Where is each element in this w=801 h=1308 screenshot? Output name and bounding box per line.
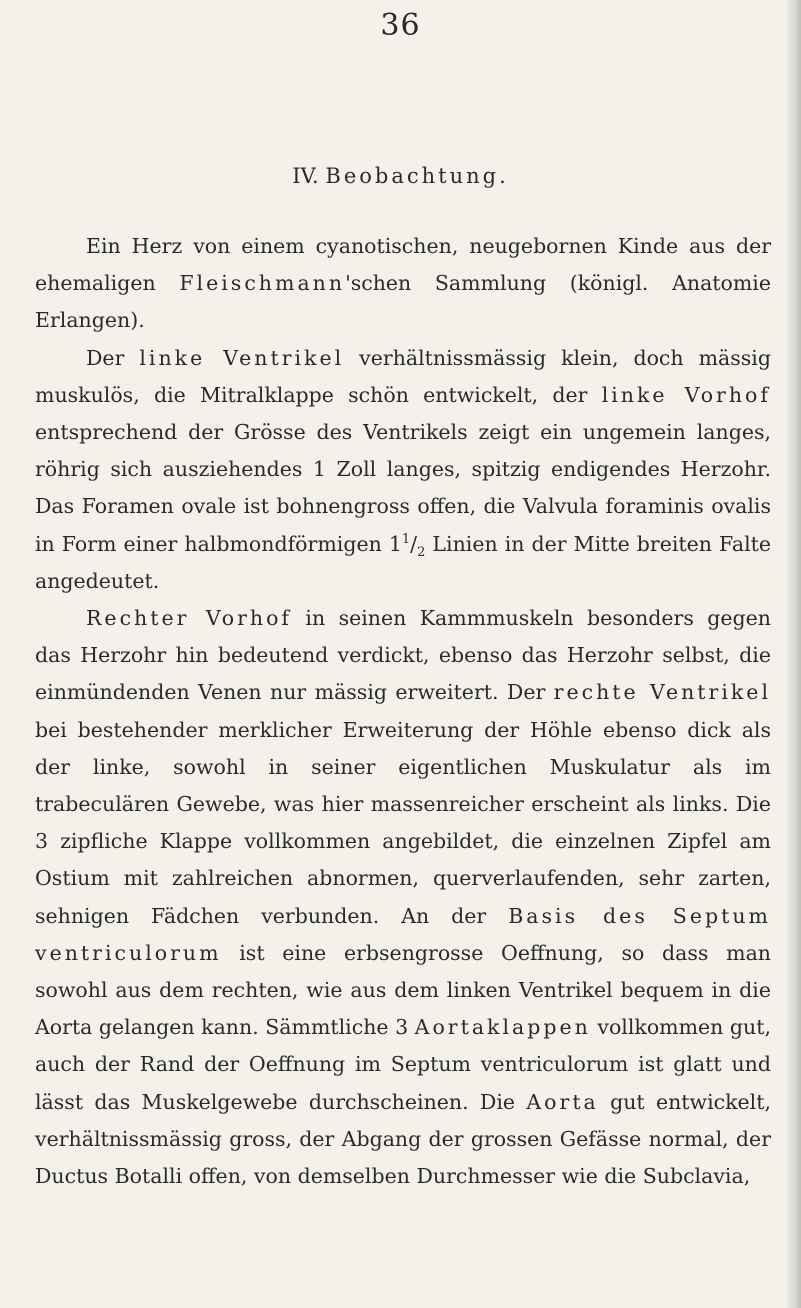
p3-text-2: bei bestehender merklicher Erweiterung der Höhle ebenso dick als der linke, sowohl in seiner eigentlichen Muskulatur als im trabeculären Gewebe, was hier massenreicher erscheint als links. Die 3 zipfliche Klappe vollkommen angebildet, die einzelnen Zipfel am Ostium mit zahlreichen abnormen, querverlaufenden, sehr zarten, sehnigen Fädchen verbunden. An der [35, 717, 771, 928]
section-heading-text: Beobachtung. [325, 164, 509, 188]
p3-text-1: in seinen Kammmuskeln besonders gegen das Herzohr hin bedeutend verdickt, ebenso das Herzohr selbst, die einmündenden Venen nur mässig erweitert. Der [35, 606, 771, 705]
fraction-denominator: 2 [417, 544, 426, 560]
p3-spaced-4: Aortaklappen [414, 1015, 591, 1040]
p2-text-1: verhältnissmässig klein, doch mässig muskulös, die Mitralklappe schön entwickelt, der [35, 345, 771, 407]
paragraph-1 [35, 228, 771, 340]
p2-text-2: entsprechend der Grösse des Ventrikels zeigt ein ungemein langes, röhrig sich ausziehendes 1 Zoll langes, spitzig endigendes Herzohr. Das Foramen ovale ist bohnengross offen, die Valvula foraminis ovalis in Form einer halbmondförmigen [35, 420, 771, 556]
p3-spaced-5: Aorta [526, 1089, 599, 1114]
p1-spaced-name: Fleischmann [179, 271, 346, 296]
p2-text-3: Linien in der Mitte breiten Falte angedeutet. [35, 531, 771, 593]
fraction-whole: 1 [388, 531, 402, 556]
fraction [388, 531, 426, 560]
p3-spaced-2: rechte Ventrikel [553, 680, 771, 705]
p3-text-3: ist eine erbsengrosse Oeffnung, so dass man sowohl aus dem rechten, wie aus dem linken Ventrikel bequem in die Aorta gelangen kann. Sämmtliche 3 [35, 940, 771, 1040]
paragraph-2 [35, 340, 771, 600]
section-heading [0, 164, 801, 188]
p3-text-5: gut entwickelt, verhältnissmässig gross, der Abgang der grossen Gefässe normal, der Ductus Botalli offen, von demselben Durchmesser wie die Subclavia, [35, 1089, 771, 1189]
fraction-separator: / [410, 531, 418, 556]
p2-spaced-2: linke Vorhof [601, 382, 771, 407]
p1-text-1: Ein Herz von einem cyanotischen, neugebornen Kinde aus der ehemaligen [35, 234, 771, 296]
paragraph-3 [35, 600, 771, 1195]
p3-text-4: vollkommen gut, auch der Rand der Oeffnung im Septum ventriculorum ist glatt und lässt das Muskelgewebe durchscheinen. Die [35, 1015, 771, 1114]
p2-text-0: Der [86, 345, 140, 370]
page-number: 36 [380, 8, 421, 43]
body-text [35, 228, 771, 1195]
fraction-numerator: 1 [401, 531, 411, 547]
section-numeral: IV. [292, 164, 319, 188]
p1-text-2: 'schen Sammlung (königl. Anatomie Erlangen). [35, 271, 771, 333]
p3-spaced-3: Basis des Septum ventriculorum [35, 903, 771, 965]
page-edge [787, 0, 801, 1308]
p2-spaced-1: linke Ventrikel [139, 345, 345, 370]
p3-spaced-1: Rechter Vorhof [86, 606, 293, 631]
